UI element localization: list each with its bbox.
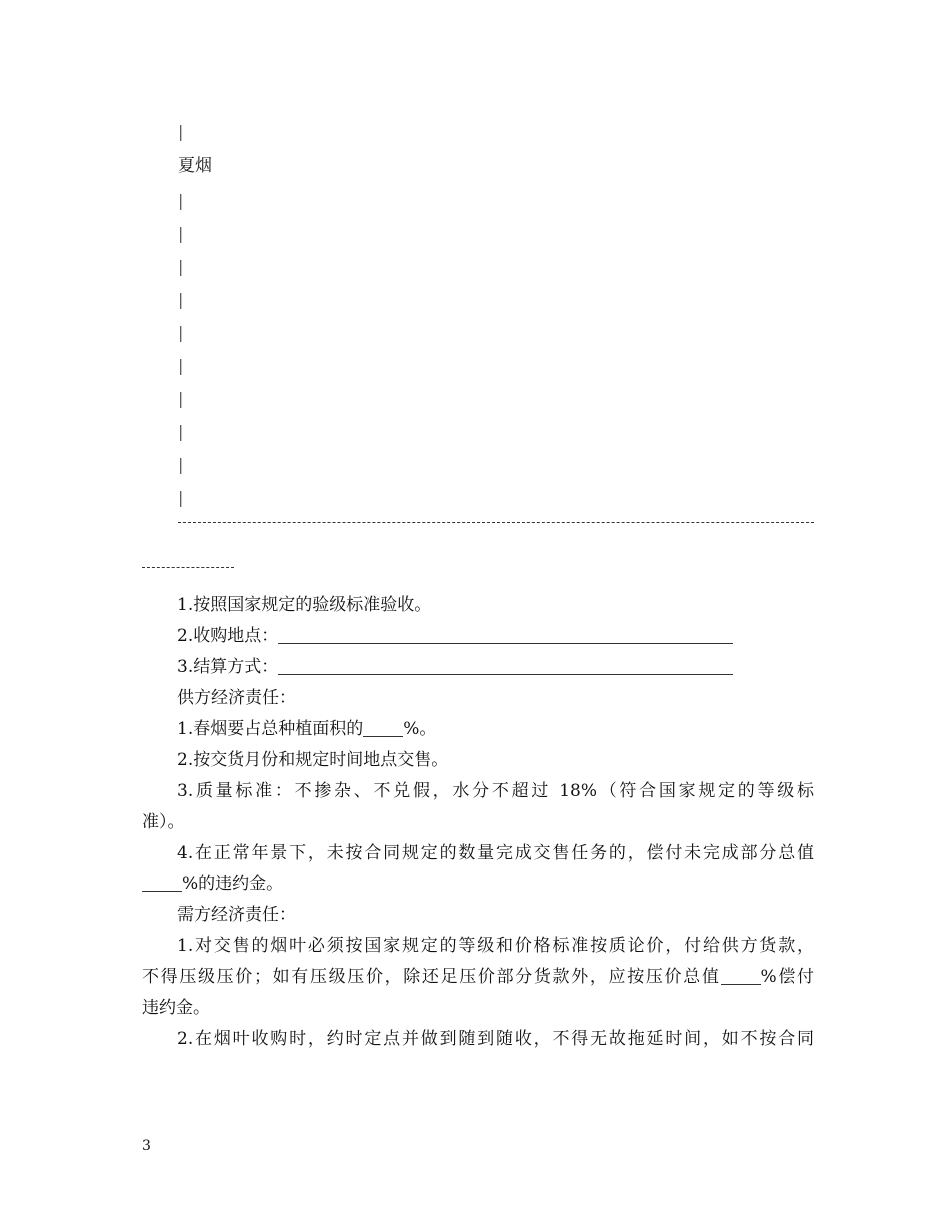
- clause-text: 1.春烟要占总种植面积的: [177, 719, 364, 739]
- supplier-clause-4-line2: [142, 869, 814, 900]
- supplier-clause-1: [142, 714, 814, 745]
- vertical-bar: |: [178, 455, 184, 474]
- vertical-bar: |: [178, 356, 184, 375]
- clause-text: %的违约金。: [182, 874, 284, 894]
- fill-in-blank[interactable]: [721, 966, 761, 985]
- clause-text: 不得压级压价；如有压级压价，除还足压价部分货款外，应按压价总值: [142, 967, 721, 987]
- dashed-divider: [178, 522, 814, 523]
- supplier-heading: 供方经济责任：: [177, 688, 296, 708]
- section-label: 夏烟: [178, 156, 212, 176]
- fill-in-blank[interactable]: [363, 718, 403, 737]
- buyer-clause-1-line1: 1.对交售的烟叶必须按国家规定的等级和价格标准按质论价，付给供方货款，: [177, 936, 814, 956]
- vertical-bar: |: [178, 224, 184, 243]
- supplier-clause-3-line1: 3.质量标准：不掺杂、不兑假，水分不超过 18%（符合国家规定的等级标: [177, 781, 814, 801]
- clause-label: 3.结算方式：: [177, 657, 279, 677]
- clause-text: %。: [403, 719, 437, 739]
- contract-body: [142, 590, 814, 1055]
- buyer-clause-1-line2: [142, 962, 814, 993]
- dashed-divider-continuation: [142, 567, 234, 568]
- vertical-bar: |: [178, 191, 184, 210]
- buyer-clause-1-line3: 违约金。: [142, 998, 210, 1018]
- clause-purchase-location: [142, 621, 814, 652]
- vertical-bar: |: [178, 290, 184, 309]
- supplier-clause-3-line2: 准）。: [142, 812, 185, 832]
- vertical-bar: |: [178, 488, 184, 507]
- fill-in-blank[interactable]: [278, 656, 733, 675]
- supplier-clause-2: 2.按交货月份和规定时间地点交售。: [177, 750, 449, 770]
- page-number: 3: [142, 1138, 151, 1154]
- supplier-clause-4-line1: 4.在正常年景下，未按合同规定的数量完成交售任务的，偿付未完成部分总值: [177, 843, 814, 863]
- clause-settlement-method: [142, 652, 814, 683]
- buyer-heading: 需方经济责任：: [177, 905, 296, 925]
- vertical-bar: |: [178, 422, 184, 441]
- vertical-bar: |: [178, 257, 184, 276]
- vertical-bar: |: [178, 389, 184, 408]
- buyer-clause-2-line1: 2.在烟叶收购时，约时定点并做到随到随收，不得无故拖延时间，如不按合同: [177, 1029, 814, 1049]
- clause-label: 2.收购地点：: [177, 626, 279, 646]
- clause-text: %偿付: [760, 967, 815, 987]
- left-column: [178, 115, 212, 514]
- vertical-bar: |: [178, 122, 184, 141]
- fill-in-blank[interactable]: [142, 873, 182, 892]
- clause-inspection: 1.按照国家规定的验级标准验收。: [177, 595, 432, 615]
- vertical-bar: |: [178, 323, 184, 342]
- fill-in-blank[interactable]: [278, 625, 733, 644]
